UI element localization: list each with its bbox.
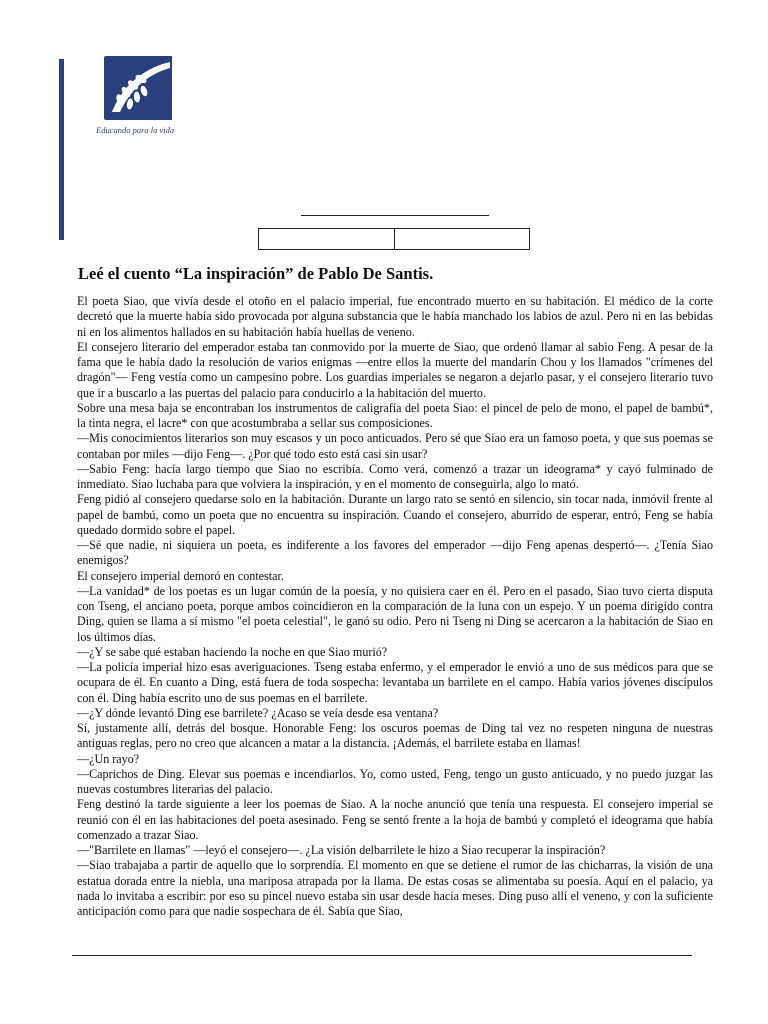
story-paragraph: —Siao trabajaba a partir de aquello que lo sorprendía. El momento en que se detiene el rumor de las chicharras, la visión de una estatua dorada entre la niebla, una mariposa atrapada por la llama. De estas cosas se alimentaba su poesía. Aquí en el palacio, ya nada lo invitaba a escribir: por eso su pincel nuevo estaba sin usar desde hacía meses. Ding puso allí el veneno, y con la suficiente anticipación como para que nadie sospechara de él. Sabía que Siao, (77, 858, 713, 918)
story-paragraph: —La policía imperial hizo esas averiguaciones. Tseng estaba enfermo, y el emperador le envió a uno de sus médicos para que se ocupara de él. En cuanto a Ding, está fuera de toda sospecha: levantaba un barrilete en el campo. Había varios jóvenes discípulos con él. Ding había escrito uno de sus poemas en el barrilete. (77, 660, 713, 705)
story-paragraph: —"Barrilete en llamas" —leyó el consejero—. ¿La visión delbarrilete le hizo a Siao recuperar la inspiración? (77, 843, 606, 857)
story-paragraph: —¿Y se sabe qué estaban haciendo la noche en que Siao murió? (77, 644, 388, 659)
story-paragraph: Feng destinó la tarde siguiente a leer los poemas de Siao. A la noche anunció que tenía una respuesta. El consejero imperial se reunió con él en las habitaciones del poeta asesinado. Feng se sentó frente a la hoja de bambú y completó el ideograma que había comenzado a trazar Siao. (77, 797, 713, 842)
story-paragraph: —Sabio Feng: hacía largo tiempo que Siao no escribía. Como verá, comenzó a trazar un ideograma* y cayó fulminado de inmediato. Siao luchaba para que volviera la inspiración, y en el momento de conseguirla, algo lo mató. (77, 461, 713, 491)
story-paragraph: Sobre una mesa baja se encontraban los instrumentos de caligrafía del poeta Siao: el pincel de pelo de mono, el papel de bambú*, la tinta negra, el lacre* con que acostumbraba a sellar sus composiciones. (77, 400, 713, 430)
story-paragraph: —¿Un rayo? (77, 751, 140, 766)
story-paragraph: —Caprichos de Ding. Elevar sus poemas e incendiarlos. Yo, como usted, Feng, tengo un gusto anticuado, y no puedo juzgar las nuevas costumbres literarias del palacio. (77, 766, 713, 796)
story-text (77, 294, 713, 919)
header-field-boxes (258, 228, 530, 250)
story-paragraph: Feng pidió al consejero quedarse solo en la habitación. Durante un largo rato se sentó en silencio, sin tocar nada, inmóvil frente al papel de bambú, como un poeta que no encuentra su inspiración. Cuando el consejero, aburrido de esperar, entró, Feng se había quedado dormido sobre el papel. (77, 492, 713, 537)
story-paragraph: —La vanidad* de los poetas es un lugar común de la poesía, y no quisiera caer en él. Pero en el pasado, Siao tuvo cierta disputa con Tseng, el anciano poeta, porque ambos coincidieron en la comparación de la luna con un espejo. Y un poema dirigido contra Ding, quien se llama a sí mismo "el poeta celestial", le ganó su odio. Pero ni Tseng ni Ding se acercaron a la habitación de Siao en los últimos días. (77, 583, 713, 644)
story-paragraph: —¿Y dónde levantó Ding ese barrilete? ¿Acaso se veía desde esa ventana? (77, 705, 439, 720)
story-paragraph: —Sé que nadie, ni siquiera un poeta, es indiferente a los favores del emperador —dijo Feng apenas despertó—. ¿Tenía Siao enemigos? (77, 538, 713, 568)
header-field-box-left (259, 229, 394, 249)
bottom-divider (72, 955, 692, 956)
story-paragraph: El consejero literario del emperador estaba tan conmovido por la muerte de Siao, que ordenó llamar al sabio Feng. A pesar de la fama que le había dado la resolución de varios enigmas —entre ellos la muerte del mandarín Chou y los llamados "crímenes del dragón"— Feng vestía como un campesino pobre. Los guardias imperiales se negaron a dejarlo pasar, y el consejero literario tuvo que ir a buscarlo a las puertas del palacio para conducirlo a la habitación del muerto. (77, 339, 713, 400)
left-accent-bar (59, 59, 64, 240)
story-paragraph: El consejero imperial demoró en contestar. (77, 568, 284, 583)
school-logo-icon (104, 56, 172, 120)
name-blank-line (301, 215, 489, 216)
story-paragraph: —Mis conocimientos literarios son muy escasos y un poco anticuados. Pero sé que Siao era un famoso poeta, y que sus poemas se contaban por miles —dijo Feng—. ¿Por qué todo esto está casi sin usar? (77, 431, 713, 461)
page-title: Leé el cuento “La inspiración” de Pablo De Santis. (78, 264, 434, 283)
story-paragraph: El poeta Siao, que vivía desde el otoño en el palacio imperial, fue encontrado muerto en su habitación. El médico de la corte decretó que la muerte había sido provocada por alguna substancia que le había manchado los labios de azul. Pero ni en las bebidas ni en los alimentos hallados en su habitación había huellas de veneno. (77, 294, 713, 339)
logo-tagline: Educando para la vida (96, 125, 175, 135)
header-field-box-right (394, 229, 530, 249)
story-paragraph: Sí, justamente allí, detrás del bosque. Honorable Feng: los oscuros poemas de Ding tal vez no respeten ninguna de nuestras antiguas reglas, pero no creo que alcancen a matar a la distancia. ¡Además, el barrilete estaba en llamas! (77, 721, 713, 751)
